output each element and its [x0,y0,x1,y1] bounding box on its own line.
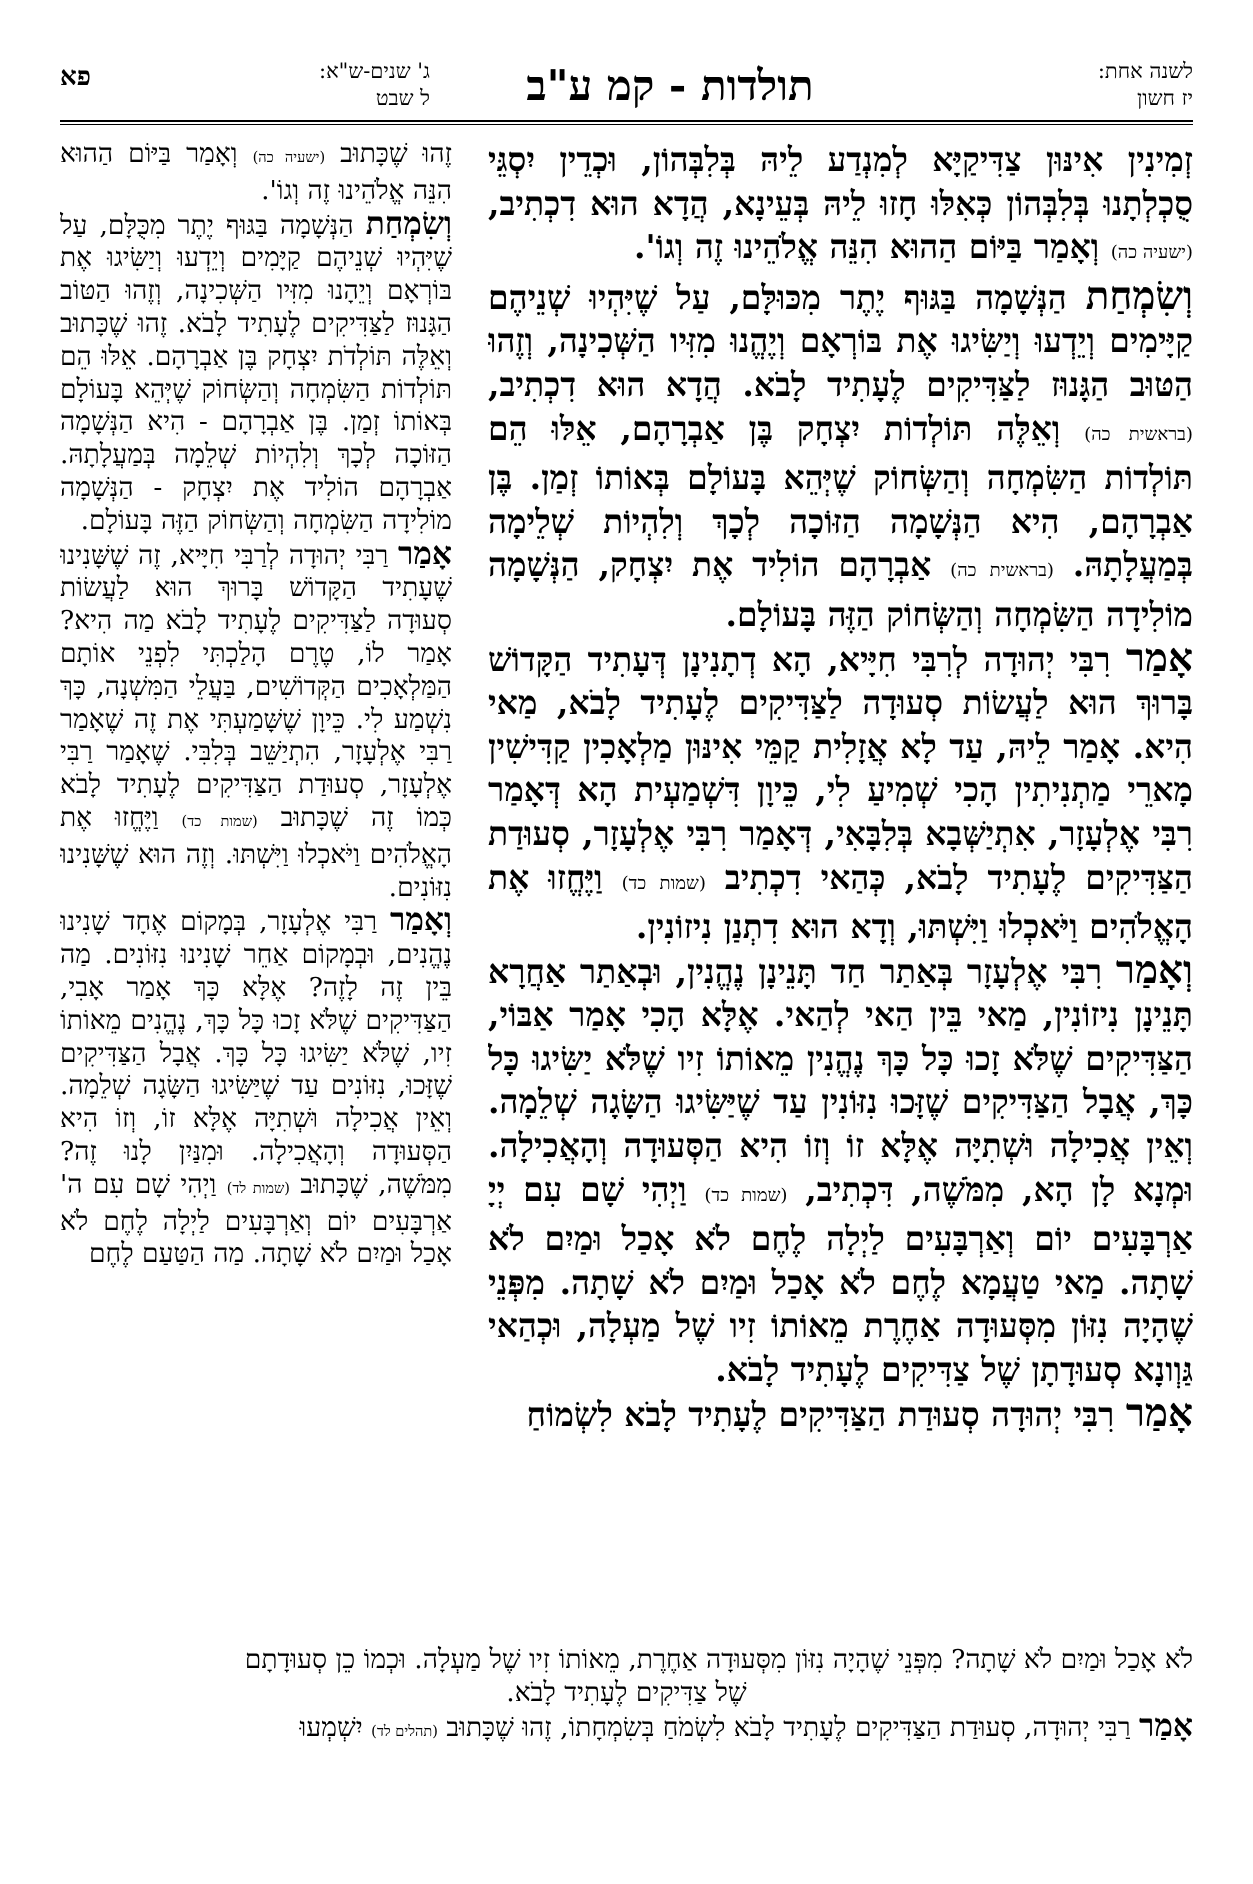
paragraph-lead-word: אָמַר [1125,634,1193,681]
translation-paragraph-4: וְאָמַר רַבִּי אֶלְעָזָר, בְּמָקוֹם אֶחָד שָׁנִינוּ נֶהֱנִים, וּבְמָקוֹם אַחֵר שָׁנִינוּ נִזּוֹנִים. מַה בֵּין זֶה לָזֶה? אֶלָּא כָּךְ אָמַר אָבִי, הַצַּדִּיקִים שֶׁלֹּא זָכוּ כָּל כָּךְ, נֶהֱנִים מֵאוֹתוֹ זִיו, שֶׁלֹּא יַשִּׂיגוּ כָּל כָּךְ. אֲבָל הַצַּדִּיקִים שֶׁזָּכוּ, נִזּוֹנִים עַד שֶׁיַּשִּׂיגוּ הַשָּׂגָה שְׁלֵמָה. וְאֵין אֲכִילָה וּשְׁתִיָּה אֶלָּא זוֹ, וְזוֹ הִיא הַסְּעוּדָה וְהָאֲכִילָה. וּמִנַּיִן לָנוּ זֶה? מִמֹּשֶׁה, שֶׁכָּתוּב (שמות לד) וַיְהִי שָׁם עִם ה' אַרְבָּעִים יוֹם וְאַרְבָּעִים לַיְלָה לֶחֶם לֹא אָכַל וּמַיִם לֹא שָׁתָה. מַה הַטַּעַם לֶחֶם [60,902,452,1270]
translation-paragraph-2: וְשִׂמְחַת הַנְּשָׁמָה בַּגּוּף יֶתֶר מִכֻּלָּם, עַל שֶׁיִּהְיוּ שְׁנֵיהֶם קַיָּמִים וְיֵדְעוּ וְיַשִּׂיגוּ אֶת בּוֹרְאָם וְיֵהָנוּ מִזִּיו הַשְּׁכִינָה, וְזֶהוּ הַטּוֹב הַגָּנוּז לַצַּדִּיקִים לֶעָתִיד לָבֹא. זֶהוּ שֶׁכָּתוּב וְאֵלֶּה תּוֹלְדֹת יִצְחָק בֶּן אַבְרָהָם. אֵלּוּ הֵם תּוֹלְדוֹת הַשִּׂמְחָה וְהַשְּׂחוֹק שֶׁיְּהֵא בָּעוֹלָם בְּאוֹתוֹ זְמַן. בֶּן אַבְרָהָם - הִיא הַנְּשָׁמָה הַזּוֹכָה לְכָךְ וְלִהְיוֹת שְׁלֵמָה בְּמַעֲלָתָהּ. אַבְרָהָם הוֹלִיד אֶת יִצְחָק - הַנְּשָׁמָה מוֹלִידָה הַשִּׂמְחָה וְהַשְּׂחוֹק הַזֶּה בָּעוֹלָם. [60,205,452,536]
translation-continuation [60,1644,1193,1748]
main-text-column [488,138,1193,1638]
header-study-plan-one-year [933,58,1193,114]
header-study-plan-three-year [60,58,440,114]
main-paragraph-5: אָמַר רִבִּי יְהוּדָה סְעוּדַת הַצַּדִּיקִים לֶעָתִיד לָבֹא לִשְׂמוֹחַ [526,1389,1193,1436]
page-title: תולדות - קמ ע"ב [526,61,814,110]
plan-three-year-label: ג' שנים-ש"א: [319,59,430,83]
verse-reference: (ישעיה כה) [1110,242,1193,264]
continuation-line-2: שֶׁל צַדִּיקִים לֶעָתִיד לָבֹא. [506,1676,747,1708]
main-paragraph-3: אָמַר רִבִּי יְהוּדָה לְרִבִּי חִיָּיא, הָא דְתָנִינָן דְּעָתִיד הַקָּדוֹשׁ בָּרוּךְ הוּא לַעֲשׂוֹת סְעוּדָה לַצַּדִּיקִים לֶעָתִיד לָבֹא, מַאי הִיא. אָמַר לֵיהּ, עַד לָא אֲזָלִית קַמֵּי אִינּוּן מַלְאָכִין קַדִּישִׁין מָארֵי מַתְנִיתִין הָכִי שְׁמִיעַ לִי, כֵּיוָן דִּשְׁמַעְית הָא דְּאָמַר רִבִּי אֶלְעָזָר, אִתְיַשְּׁבָא בְּלִבָּאִי, דְּאָמַר רִבִּי אֶלְעָזָר, סְעוּדַת הַצַּדִּיקִים לֶעָתִיד לָבֹא, כְּהַאי דִכְתִיב (שמות כד) וַיֶּחֱזוּ אֶת הָאֱלֹהִים וַיֹּאכְלוּ וַיִּשְׁתּוּ, וְדָא הוּא דִתְנַן נִיזוֹנִין. [488,634,1193,947]
plan-three-year-lines [130,58,430,112]
verse-reference: (שמות כד) [704,1184,788,1206]
verse-reference: (שמות כד) [181,812,258,830]
verse-reference: (ישעיה כה) [252,149,326,166]
main-paragraph-1: זְמִינִין אִינּוּן צַדִּיקַיָּא לְמִנְדַע לֵיהּ בְּלִבְּהוֹן, וּכְדֵין יִסְגֵּי סֻכְלְתָנוּ בְּלִבְּהוֹן כְּאִלּוּ חָזוּ לֵיהּ בְּעֵינָא, הֲדָא הוּא דִכְתִיב, (ישעיה כה) וְאָמַר בַּיּוֹם הַהוּא הִנֵּה אֱלֹהֵינוּ זֶה וְגוֹ'. [488,140,1193,267]
main-paragraph-2: וְשִׂמְחַת הַנְּשָׁמָה בַּגּוּף יֶתֶר מִכּוּלָּם, עַל שֶׁיִּהְיוּ שְׁנֵיהֶם קַיָּימִים וְיֵדְעוּ וְיַשִּׂיגוּ אֶת בּוֹרְאָם וְיֶהֱנוּ מִזִּיו הַשְּׁכִינָה, וְזֶהוּ הַטּוּב הַגָּנוּז לַצַּדִּיקִים לֶעָתִיד לָבֹא. הֲדָא הוּא דִכְתִיב, (בראשית כה) וְאֵלֶּה תּוֹלְדוֹת יִצְחָק בֶּן אַבְרָהָם, אֵלּוּ הֵם תּוֹלְדוֹת הַשִּׂמְחָה וְהַשְּׂחוֹק שֶׁיְּהֵא בָּעוֹלָם בְּאוֹתוֹ זְמַן. בֶּן אַבְרָהָם, הִיא הַנְּשָׁמָה הַזּוֹכָה לְכָךְ וְלִהְיוֹת שְׁלֵימָה בְּמַעֲלָתָהּ. (בראשית כה) אַבְרָהָם הוֹלִיד אֶת יִצְחָק, הַנְּשָׁמָה מוֹלִידָה הַשִּׂמְחָה וְהַשְּׂחוֹק הַזֶּה בָּעוֹלָם. [488,272,1193,634]
paragraph-lead-word: וְאָמַר [390,902,452,939]
header-rule-thin [60,124,1193,125]
plan-one-year-date: יז חשון [1136,86,1193,110]
paragraph-lead-word: וְאָמַר [1115,946,1193,993]
verse-reference: (שמות כד) [621,872,706,894]
translation-paragraph-1: זֶהוּ שֶׁכָּתוּב (ישעיה כה) וְאָמַר בַּיּוֹם הַהוּא הִנֵּה אֱלֹהֵינוּ זֶה וְגוֹ'. [60,138,452,206]
main-paragraph-4: וְאָמַר רִבִּי אֶלְעָזָר בְּאַתַר חַד תָּנֵינָן נֶהֱנִין, וּבְאַתַר אַחֲרָא תָּנֵינָן נִיזוֹנִין, מַאי בֵּין הַאי לְהַאי. אֶלָּא הָכִי אָמַר אַבּוֹי, הַצַּדִּיקִים שֶׁלֹּא זָכוּ כָּל כָּךְ נֶהֱנִין מֵאוֹתוֹ זִיו שֶׁלֹּא יַשִּׂיגוּ כָּל כָּךְ, אֲבָל הַצַּדִּיקִים שֶׁזָּכוּ נִזּוֹנִין עַד שֶׁיַּשִּׂיגוּ הַשָּׂגָה שְׁלֵמָה. וְאֵין אֲכִילָה וּשְׁתִיָּה אֶלָּא זוֹ וְזוֹ הִיא הַסְּעוּדָה וְהָאֲכִילָה. וּמְנָא לָן הָא, מִמֹּשֶׁה, דִּכְתִיב, (שמות כד) וַיְהִי שָׁם עִם יְיָ אַרְבָּעִים יוֹם וְאַרְבָּעִים לַיְלָה לֶחֶם לֹא אָכַל וּמַיִם לֹא שָׁתָה. מַאי טַעֲמָא לֶחֶם לֹא אָכַל וּמַיִם לֹא שָׁתָה. מִפְּנֵי שֶׁהָיָה נִזּוֹן מִסְּעוּדָה אַחֶרֶת מֵאוֹתוֹ זִיו שֶׁל מַעְלָה, וּכְהַאי גַּוְונָא סְעוּדָתָן שֶׁל צַדִּיקִים לֶעָתִיד לָבֹא. [488,946,1193,1390]
continuation-paragraph: אָמַר רַבִּי יְהוּדָה, סְעוּדַת הַצַּדִּיקִים לֶעָתִיד לָבֹא לִשְׂמֹחַ בְּשִׂמְחָתוֹ, זֶהוּ שֶׁכָּתוּב (תהלים לד) יִשְׁמְעוּ [299,1707,1193,1744]
paragraph-lead-word: אָמַר [1139,1707,1193,1744]
continuation-line-1: לֹא אָכַל וּמַיִם לֹא שָׁתָה? מִפְּנֵי שֶׁהָיָה נִזּוֹן מִסְּעוּדָה אַחֶרֶת, מֵאוֹתוֹ זִיו שֶׁל מַעְלָה. וּכְמוֹ כֵן סְעוּדָתָם [244,1644,1193,1675]
paragraph-lead-word: אָמַר [1125,1389,1193,1436]
paragraph-lead-word: אָמַר [398,535,452,572]
verse-reference: (בראשית כה) [1084,423,1193,445]
plan-three-year-date: ל שבט [375,86,430,110]
paragraph-lead-word: וְשִׂמְחַת [365,205,452,242]
paragraph-lead-word: וְשִׂמְחַת [1085,272,1193,319]
verse-reference: (שמות לד) [226,1179,290,1197]
header-rule [60,120,1193,122]
plan-one-year-label: לשנה אחת: [1097,59,1193,83]
verse-reference: (בראשית כה) [950,560,1054,582]
translation-column [60,138,452,1638]
translation-paragraph-3: אָמַר רַבִּי יְהוּדָה לְרַבִּי חִיָּיא, זֶה שֶׁשָּׁנִינוּ שֶׁעָתִיד הַקָּדוֹשׁ בָּרוּךְ הוּא לַעֲשׂוֹת סְעוּדָה לַצַּדִּיקִים לֶעָתִיד לָבֹא מַה הִיא? אָמַר לוֹ, טֶרֶם הָלַכְתִּי לִפְנֵי אוֹתָם הַמַּלְאָכִים הַקְּדוֹשִׁים, בַּעֲלֵי הַמִּשְׁנָה, כָּךְ נִשְׁמַע לִי. כֵּיוָן שֶׁשָּׁמַעְתִּי אֶת זֶה שֶׁאָמַר רַבִּי אֶלְעָזָר, הִתְיַשֵּׁב בְּלִבִּי. שֶׁאָמַר רַבִּי אֶלְעָזָר, סְעוּדַת הַצַּדִּיקִים לֶעָתִיד לָבֹא כְּמוֹ זֶה שֶׁכָּתוּב (שמות כד) וַיֶּחֱזוּ אֶת הָאֱלֹהִים וַיֹּאכְלוּ וַיִּשְׁתּוּ. וְזֶה הוּא שֶׁשָּׁנִינוּ נִזּוֹנִים. [60,535,452,903]
verse-reference: (תהלים לד) [371,1722,438,1740]
page-number: פא [60,62,91,92]
